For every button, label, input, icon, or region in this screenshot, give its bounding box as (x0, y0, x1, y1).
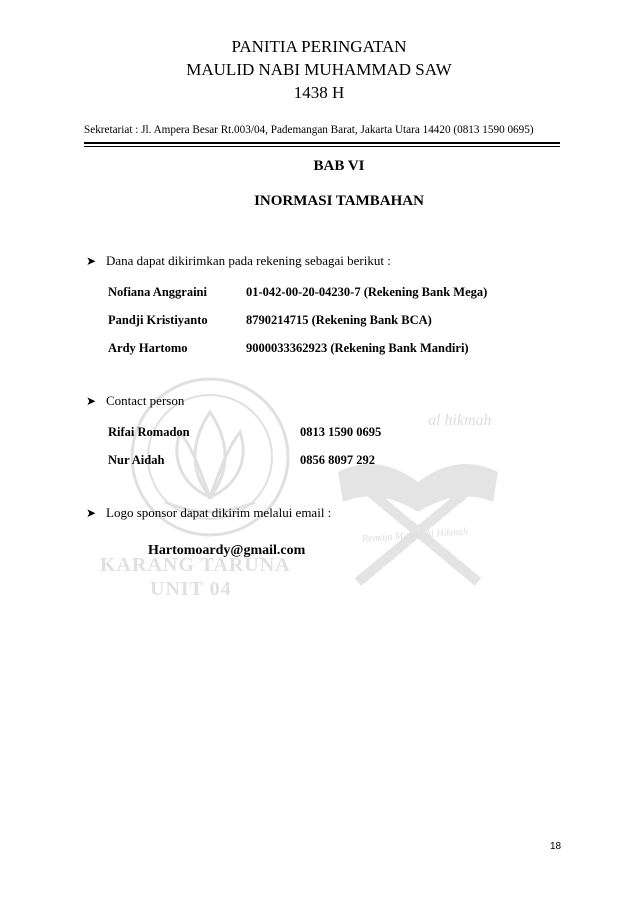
account-number: 8790214715 (Rekening Bank BCA) (246, 313, 432, 327)
contact-name: Nur Aidah (108, 453, 165, 467)
arrow-bullet-icon: ➤ (86, 506, 97, 520)
watermark-text-2: UNIT 04 (150, 578, 232, 600)
account-number: 9000033362923 (Rekening Bank Mandiri) (246, 341, 469, 355)
sponsor-intro (86, 505, 331, 521)
contact-phone: 0856 8097 292 (300, 453, 375, 467)
header-line-1: PANITIA PERINGATAN (231, 37, 407, 56)
arrow-bullet-icon: ➤ (86, 394, 97, 408)
contact-intro-text: Contact person (106, 393, 185, 408)
account-name: Pandji Kristiyanto (108, 313, 208, 327)
account-number: 01-042-00-20-04230-7 (Rekening Bank Mega) (246, 285, 488, 299)
header-line-3: 1438 H (293, 83, 345, 102)
header-line-2: MAULID NABI MUHAMMAD SAW (186, 60, 452, 79)
watermark-al-hikmah: al hikmah (428, 412, 492, 429)
account-name: Nofiana Anggraini (108, 285, 207, 299)
page-number: 18 (550, 841, 562, 852)
chapter-title: INORMASI TAMBAHAN (254, 193, 424, 209)
sponsor-intro-text: Logo sponsor dapat dikirim melalui email : (106, 505, 332, 520)
watermark-remaja-masjid: Remaja Masjid Al Hikmah (361, 526, 469, 545)
watermark-text-1: KARANG TARUNA (100, 554, 291, 576)
header-rule-thin (84, 146, 560, 147)
sponsor-email: Hartomoardy@gmail.com (148, 543, 306, 558)
arrow-bullet-icon: ➤ (86, 254, 97, 268)
chapter-number: BAB VI (313, 158, 365, 174)
bank-intro (86, 253, 391, 269)
contact-intro (86, 393, 184, 409)
secretariat-address: Sekretariat : Jl. Ampera Besar Rt.003/04, Pademangan Barat, Jakarta Utara 14420 (0813 1590 0695) (84, 124, 534, 136)
account-name: Ardy Hartomo (108, 341, 188, 355)
bank-intro-text: Dana dapat dikirimkan pada rekening sebagai berikut : (106, 253, 391, 268)
contact-phone: 0813 1590 0695 (300, 425, 382, 439)
header-rule-thick (84, 142, 560, 144)
al-hikmah-logo-watermark (318, 392, 518, 592)
contact-name: Rifai Romadon (108, 425, 190, 439)
